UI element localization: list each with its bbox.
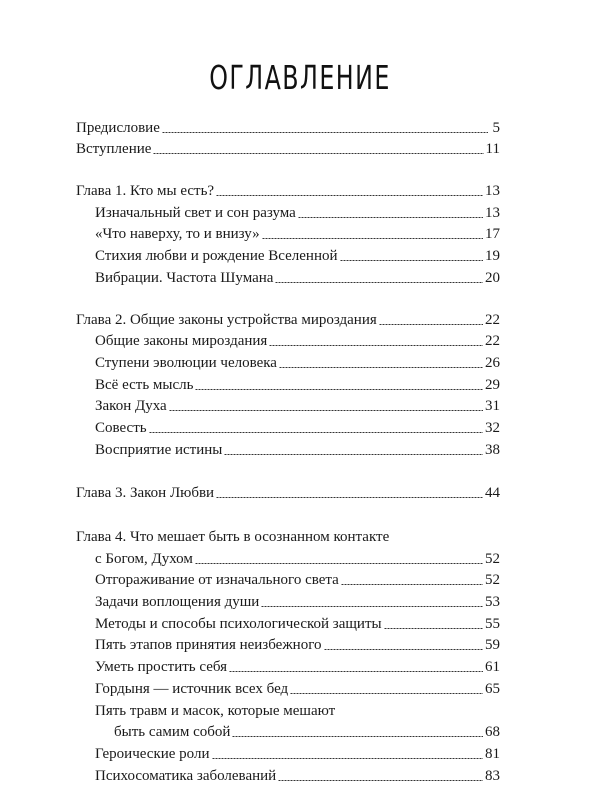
- toc-entry-page: 13: [485, 183, 500, 200]
- toc-entry-title: Методы и способы психологической защиты: [95, 615, 382, 632]
- toc-entry-page: 83: [485, 767, 500, 784]
- dot-leader: [195, 389, 483, 390]
- toc-entry-title: Вступление: [76, 141, 152, 158]
- toc-chapter: [76, 309, 500, 331]
- dot-leader: [212, 758, 484, 759]
- toc-entry-title: Пять этапов принятия неизбежного: [95, 637, 322, 654]
- dot-leader: [162, 132, 488, 133]
- toc-entry: [76, 700, 500, 722]
- toc-entry: [76, 224, 500, 246]
- dot-leader: [290, 693, 483, 694]
- toc-entry-title: Всё есть мысль: [95, 376, 194, 393]
- toc-entry-title: Ступени эволюции человека: [95, 354, 277, 371]
- toc-entry-page: 38: [485, 441, 500, 458]
- toc-entry-title: Глава 2. Общие законы устройства мироздания: [76, 311, 377, 328]
- toc-entry-title: Закон Духа: [95, 398, 167, 415]
- toc-entry-page: 26: [485, 354, 500, 371]
- toc-entry: [76, 765, 500, 787]
- toc-entry-page: 13: [485, 204, 500, 221]
- toc-entry-title: Изначальный свет и сон разума: [95, 204, 296, 221]
- toc-entry-page: 52: [485, 550, 500, 567]
- toc-entry: [76, 331, 500, 353]
- dot-leader: [341, 584, 483, 585]
- toc-chapter: [76, 526, 500, 548]
- dot-leader: [232, 736, 483, 737]
- dot-leader: [275, 282, 483, 283]
- toc-entry: [76, 591, 500, 613]
- toc-entry-page: 22: [485, 333, 500, 350]
- toc-entry-title: Отгораживание от изначального света: [95, 572, 339, 589]
- toc-entry: [76, 678, 500, 700]
- dot-leader: [224, 454, 483, 455]
- toc-entry-title: Пять травм и масок, которые мешают: [95, 702, 336, 719]
- toc-entry-page: 52: [485, 572, 500, 589]
- toc-entry-title: Вибрации. Частота Шумана: [95, 269, 274, 286]
- dot-leader: [379, 324, 483, 325]
- toc-entry-title: «Что наверху, то и внизу»: [95, 226, 260, 243]
- toc-entry: [76, 139, 500, 161]
- toc-entry-title: Героические роли: [95, 745, 210, 762]
- toc-entry-page: 55: [485, 615, 500, 632]
- dot-leader: [261, 606, 483, 607]
- toc-entry-page: 59: [485, 637, 500, 654]
- toc-entry-page: 11: [485, 141, 500, 158]
- toc-entry-page: 17: [485, 226, 500, 243]
- dot-leader: [153, 153, 483, 154]
- toc-entry: [76, 202, 500, 224]
- toc-entry-page: 53: [485, 594, 500, 611]
- toc-entry: [76, 352, 500, 374]
- toc-entry-title: Психосоматика заболеваний: [95, 767, 277, 784]
- toc-entry-title: с Богом, Духом: [95, 550, 193, 567]
- toc-entry-page: 29: [485, 376, 500, 393]
- toc-entry-page: 22: [485, 311, 500, 328]
- toc-entry-page: 32: [485, 419, 500, 436]
- toc-entry-title: Совесть: [95, 419, 147, 436]
- page-title: ОГЛАВЛЕНИЕ: [209, 58, 391, 97]
- toc-chapter: [76, 483, 500, 505]
- dot-leader: [169, 410, 483, 411]
- toc-chapter: [76, 180, 500, 202]
- dot-leader: [149, 432, 483, 433]
- dot-leader: [262, 238, 483, 239]
- toc-entry-page: 5: [492, 119, 500, 136]
- toc-entry: [76, 417, 500, 439]
- toc-entry: [76, 635, 500, 657]
- toc-entry-page: 31: [485, 398, 500, 415]
- toc-entry: [76, 570, 500, 592]
- toc-entry-page: 61: [485, 659, 500, 676]
- toc-entry: [76, 722, 500, 744]
- dot-leader: [269, 345, 483, 346]
- toc-entry-page: 81: [485, 745, 500, 762]
- toc-entry-title: Задачи воплощения души: [95, 594, 260, 611]
- toc-entry-page: 44: [485, 485, 500, 502]
- toc-entry-title: Общие законы мироздания: [95, 333, 268, 350]
- toc-entry-title: Глава 4. Что мешает быть в осознанном контакте: [76, 529, 390, 545]
- toc-entry: [76, 117, 500, 139]
- dot-leader: [298, 217, 483, 218]
- toc-entry: [76, 439, 500, 461]
- toc-entry: [76, 245, 500, 267]
- toc-entry-page: 68: [485, 724, 500, 741]
- toc-entry-page: 65: [485, 680, 500, 697]
- toc-entry: [76, 656, 500, 678]
- dot-leader: [216, 195, 483, 196]
- toc-entry-title: Восприятие истины: [95, 441, 223, 458]
- toc-entry: [76, 613, 500, 635]
- toc-entry-page: 19: [485, 248, 500, 265]
- toc-entry: [76, 267, 500, 289]
- toc-entry: [76, 743, 500, 765]
- toc-entry-title: Гордыня — источник всех бед: [95, 680, 289, 697]
- dot-leader: [279, 367, 483, 368]
- dot-leader: [195, 563, 483, 564]
- toc-entry-title: Уметь простить себя: [95, 659, 228, 676]
- dot-leader: [278, 780, 483, 781]
- dot-leader: [229, 671, 483, 672]
- toc-entry-title: Глава 3. Закон Любви: [76, 485, 215, 502]
- toc-entry-title: быть самим собой: [114, 724, 231, 741]
- toc-entry-page: 20: [485, 269, 500, 286]
- toc-entry-title: Глава 1. Кто мы есть?: [76, 183, 215, 200]
- dot-leader: [384, 628, 483, 629]
- dot-leader: [340, 260, 484, 261]
- dot-leader: [216, 497, 483, 498]
- toc-entry-title: Стихия любви и рождение Вселенной: [95, 248, 338, 265]
- dot-leader: [324, 649, 484, 650]
- toc-entry-title: Предисловие: [76, 119, 160, 136]
- toc-entry: [76, 548, 500, 570]
- toc-entry: [76, 396, 500, 418]
- toc-entry: [76, 374, 500, 396]
- table-of-contents: [76, 117, 500, 787]
